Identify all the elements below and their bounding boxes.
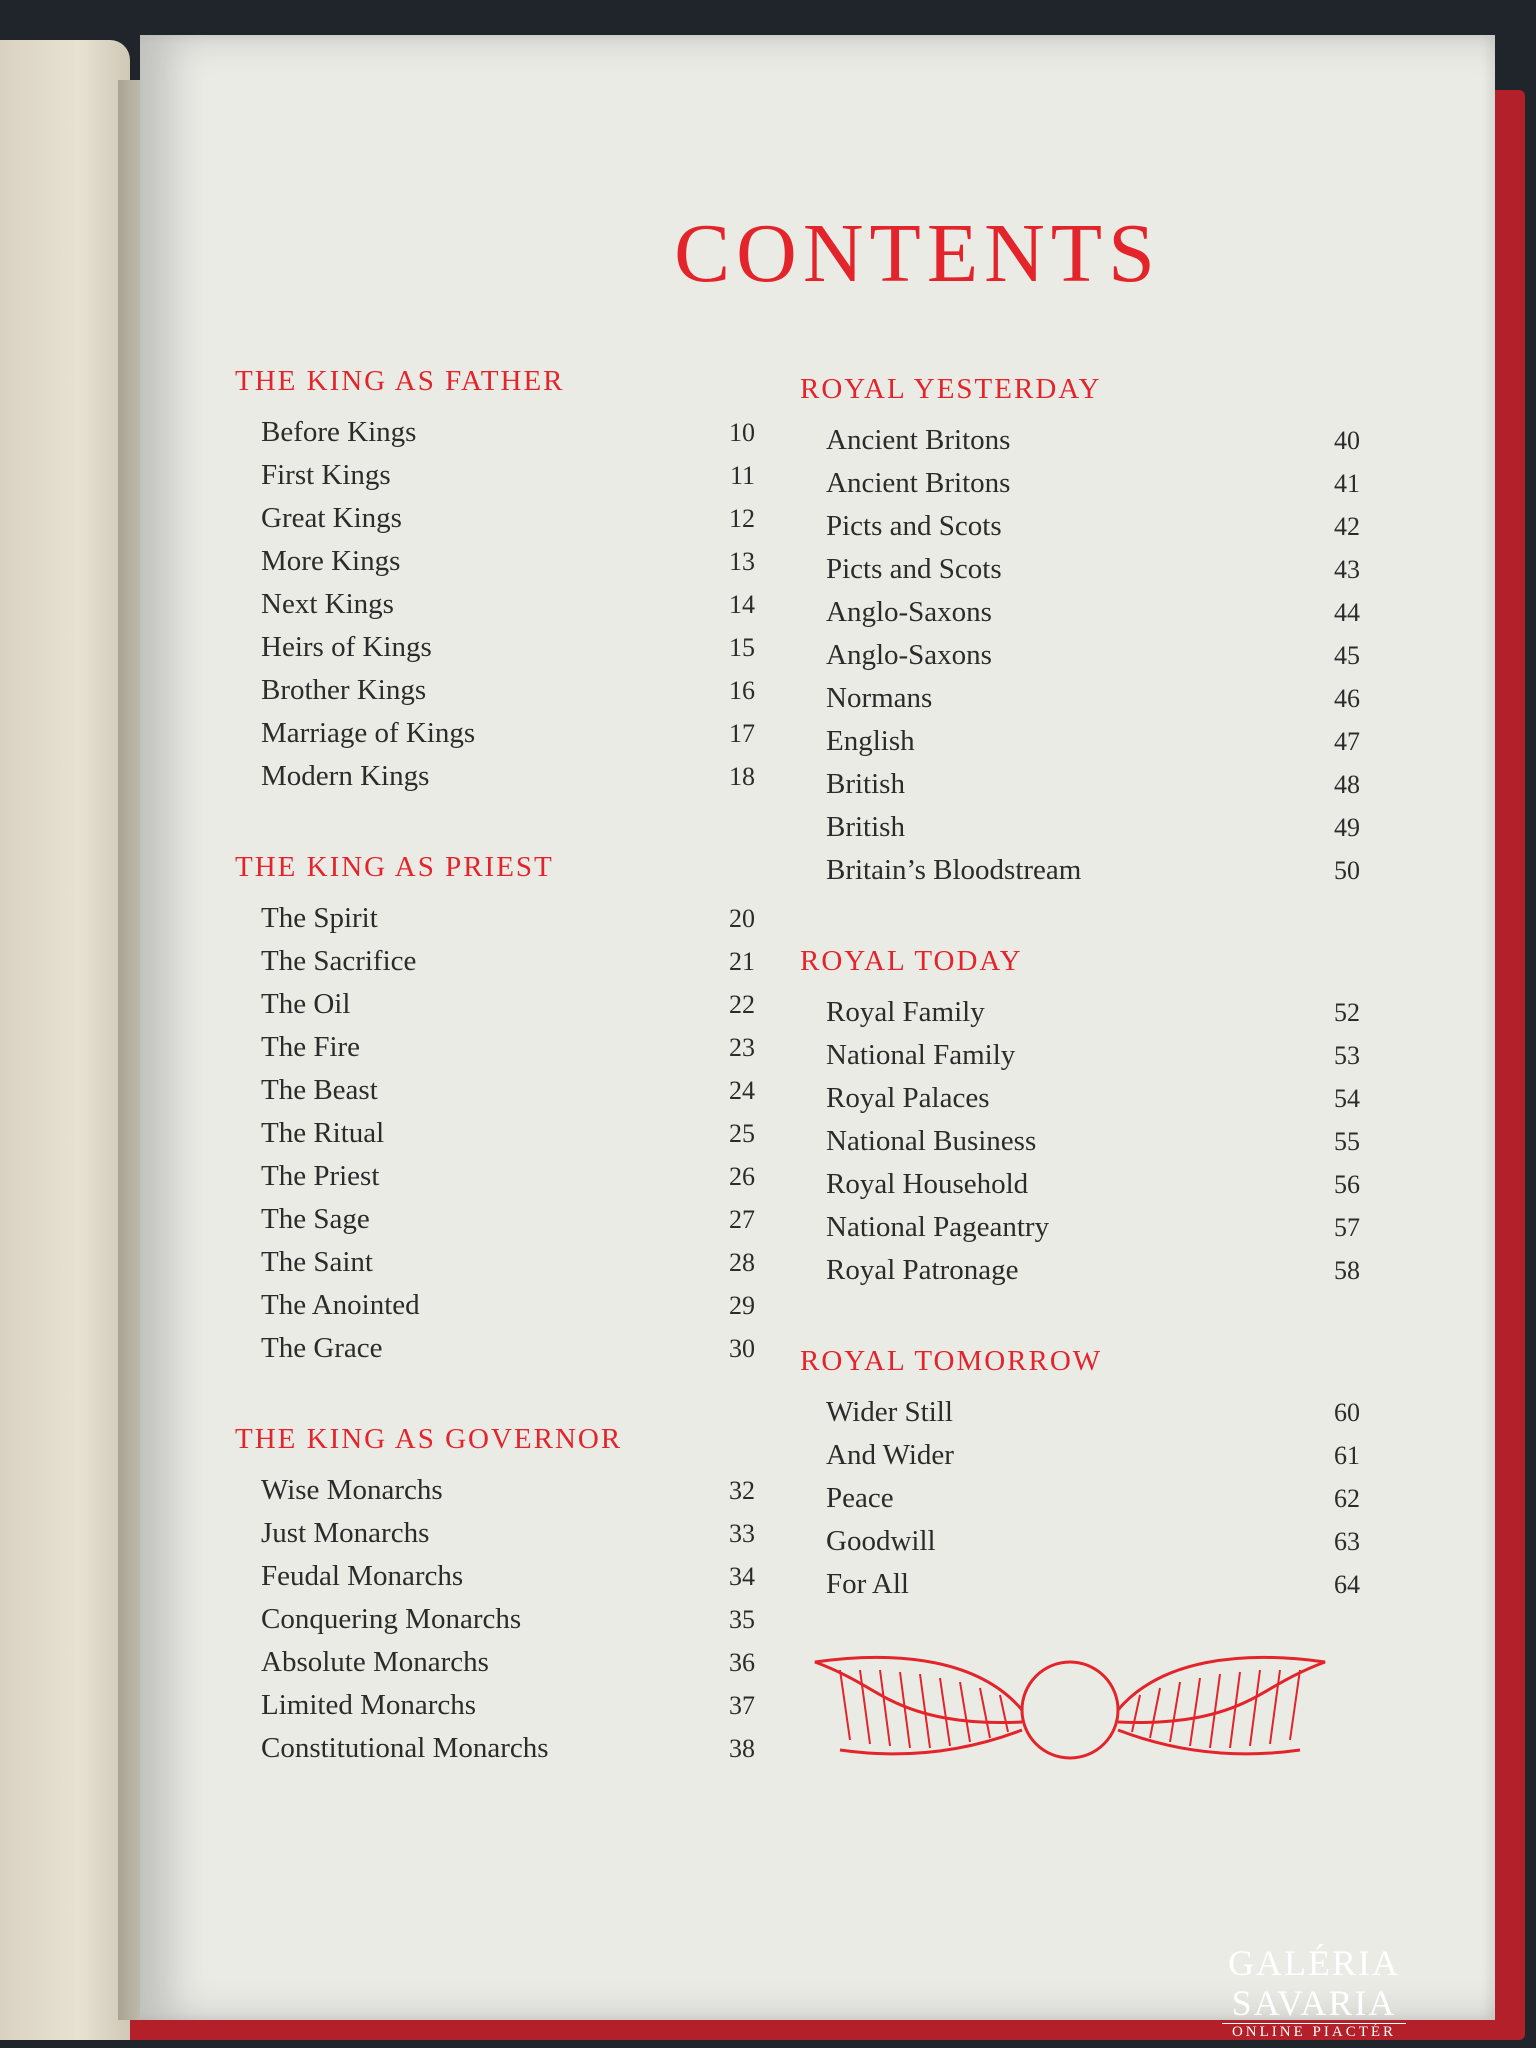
contents-entry xyxy=(800,639,1360,682)
contents-section xyxy=(235,851,755,1375)
contents-entry xyxy=(235,1689,755,1732)
contents-entry xyxy=(235,1031,755,1074)
section-heading: THE KING AS FATHER xyxy=(235,365,565,397)
contents-entry xyxy=(800,553,1360,596)
entry-page-number: 23 xyxy=(729,1033,755,1062)
entry-page-number: 62 xyxy=(1334,1484,1360,1513)
contents-entry xyxy=(800,768,1360,811)
entry-title: Royal Palaces xyxy=(826,1082,990,1114)
entry-page-number: 52 xyxy=(1334,998,1360,1027)
contents-entry xyxy=(235,459,755,502)
contents-entry xyxy=(235,631,755,674)
entry-page-number: 17 xyxy=(729,719,755,748)
contents-section xyxy=(800,373,1360,897)
section-heading: THE KING AS PRIEST xyxy=(235,851,554,883)
watermark-sub: ONLINE PIACTÉR xyxy=(1222,2023,1406,2041)
entry-title: Conquering Monarchs xyxy=(261,1603,522,1635)
entry-title: Limited Monarchs xyxy=(261,1689,477,1721)
entry-page-number: 33 xyxy=(729,1519,755,1548)
entry-title: Constitutional Monarchs xyxy=(261,1732,549,1764)
contents-entry xyxy=(800,1396,1360,1439)
watermark-main: GALÉRIA SAVARIA xyxy=(1228,1943,1400,2023)
entry-title: National Business xyxy=(826,1125,1037,1157)
entry-title: Just Monarchs xyxy=(261,1517,430,1549)
entry-title: Feudal Monarchs xyxy=(261,1560,464,1592)
entry-page-number: 43 xyxy=(1334,555,1360,584)
entry-page-number: 32 xyxy=(729,1476,755,1505)
entry-title: The Priest xyxy=(261,1160,380,1192)
contents-entry xyxy=(800,682,1360,725)
entry-page-number: 64 xyxy=(1334,1570,1360,1599)
contents-entry xyxy=(235,902,755,945)
entry-page-number: 29 xyxy=(729,1291,755,1320)
contents-entry xyxy=(235,1560,755,1603)
entry-page-number: 30 xyxy=(729,1334,755,1363)
entry-page-number: 12 xyxy=(729,504,755,533)
entry-title: Ancient Britons xyxy=(826,424,1011,456)
entry-page-number: 42 xyxy=(1334,512,1360,541)
entry-title: The Sacrifice xyxy=(261,945,417,977)
contents-entry xyxy=(235,1074,755,1117)
entry-title: English xyxy=(826,725,915,757)
entry-title: The Oil xyxy=(261,988,351,1020)
winged-sun-disc-icon xyxy=(810,1640,1330,1780)
contents-section xyxy=(800,945,1360,1297)
entry-page-number: 44 xyxy=(1334,598,1360,627)
entry-title: Ancient Britons xyxy=(826,467,1011,499)
contents-entry xyxy=(800,854,1360,897)
entry-page-number: 11 xyxy=(729,461,755,490)
entry-title: Normans xyxy=(826,682,933,714)
contents-entry xyxy=(235,1732,755,1775)
contents-section xyxy=(235,1423,755,1775)
contents-entry xyxy=(235,1474,755,1517)
entry-title: Great Kings xyxy=(261,502,402,534)
entry-page-number: 49 xyxy=(1334,813,1360,842)
right-column xyxy=(800,373,1360,1659)
entry-title: National Pageantry xyxy=(826,1211,1050,1243)
contents-entry xyxy=(800,1568,1360,1611)
entry-page-number: 41 xyxy=(1334,469,1360,498)
entry-page-number: 63 xyxy=(1334,1527,1360,1556)
contents-entry xyxy=(800,811,1360,854)
entry-title: Absolute Monarchs xyxy=(261,1646,489,1678)
entry-page-number: 24 xyxy=(729,1076,755,1105)
entry-title: Before Kings xyxy=(261,416,417,448)
section-heading: ROYAL YESTERDAY xyxy=(800,373,1102,405)
entry-title: The Ritual xyxy=(261,1117,385,1149)
entry-page-number: 13 xyxy=(729,547,755,576)
entry-title: Anglo-Saxons xyxy=(826,596,992,628)
entry-page-number: 22 xyxy=(729,990,755,1019)
entry-title: Picts and Scots xyxy=(826,553,1002,585)
entry-page-number: 27 xyxy=(729,1205,755,1234)
contents-entry xyxy=(235,1117,755,1160)
entry-title: Wider Still xyxy=(826,1396,953,1428)
contents-entry xyxy=(235,1646,755,1689)
contents-entry xyxy=(800,1439,1360,1482)
entry-title: The Fire xyxy=(261,1031,361,1063)
entry-page-number: 54 xyxy=(1334,1084,1360,1113)
entry-title: Britain’s Bloodstream xyxy=(826,854,1082,886)
entry-title: The Spirit xyxy=(261,902,378,934)
entry-page-number: 40 xyxy=(1334,426,1360,455)
entry-title: Modern Kings xyxy=(261,760,430,792)
contents-entry xyxy=(800,424,1360,467)
contents-entry xyxy=(235,945,755,988)
entry-title: The Sage xyxy=(261,1203,370,1235)
entry-page-number: 25 xyxy=(729,1119,755,1148)
contents-entry xyxy=(800,996,1360,1039)
entry-title: Next Kings xyxy=(261,588,394,620)
entry-title: Brother Kings xyxy=(261,674,427,706)
contents-entry xyxy=(235,988,755,1031)
entry-page-number: 14 xyxy=(729,590,755,619)
entry-page-number: 15 xyxy=(729,633,755,662)
entry-page-number: 45 xyxy=(1334,641,1360,670)
contents-entry xyxy=(235,1246,755,1289)
entry-title: More Kings xyxy=(261,545,401,577)
contents-entry xyxy=(800,596,1360,639)
entry-title: The Saint xyxy=(261,1246,373,1278)
entry-title: The Grace xyxy=(261,1332,383,1364)
contents-section xyxy=(235,365,755,803)
section-heading: ROYAL TOMORROW xyxy=(800,1345,1103,1377)
entry-page-number: 53 xyxy=(1334,1041,1360,1070)
entry-page-number: 37 xyxy=(729,1691,755,1720)
entry-title: Picts and Scots xyxy=(826,510,1002,542)
entry-page-number: 20 xyxy=(729,904,755,933)
contents-entry xyxy=(235,717,755,760)
contents-entry xyxy=(800,1082,1360,1125)
entry-page-number: 48 xyxy=(1334,770,1360,799)
entry-title: British xyxy=(826,768,905,800)
contents-entry xyxy=(800,1039,1360,1082)
entry-page-number: 35 xyxy=(729,1605,755,1634)
entry-title: Anglo-Saxons xyxy=(826,639,992,671)
entry-title: And Wider xyxy=(826,1439,954,1471)
entry-page-number: 46 xyxy=(1334,684,1360,713)
contents-entry xyxy=(235,760,755,803)
section-heading: ROYAL TODAY xyxy=(800,945,1023,977)
contents-entry xyxy=(800,1525,1360,1568)
entry-title: The Beast xyxy=(261,1074,378,1106)
contents-entry xyxy=(235,545,755,588)
contents-entry xyxy=(800,1254,1360,1297)
contents-entry xyxy=(235,1603,755,1646)
section-heading: THE KING AS GOVERNOR xyxy=(235,1423,623,1455)
entry-page-number: 38 xyxy=(729,1734,755,1763)
contents-entry xyxy=(235,1517,755,1560)
entry-page-number: 57 xyxy=(1334,1213,1360,1242)
entry-title: First Kings xyxy=(261,459,391,491)
entry-title: National Family xyxy=(826,1039,1016,1071)
entry-title: For All xyxy=(826,1568,909,1600)
entry-title: Marriage of Kings xyxy=(261,717,476,749)
contents-entry xyxy=(235,1289,755,1332)
contents-entry xyxy=(800,1125,1360,1168)
contents-entry xyxy=(235,674,755,717)
left-page-edge xyxy=(0,40,130,2040)
entry-page-number: 34 xyxy=(729,1562,755,1591)
entry-title: Goodwill xyxy=(826,1525,936,1557)
contents-entry xyxy=(800,1168,1360,1211)
entry-title: Heirs of Kings xyxy=(261,631,432,663)
entry-page-number: 55 xyxy=(1334,1127,1360,1156)
entry-page-number: 58 xyxy=(1334,1256,1360,1285)
contents-entry xyxy=(235,1203,755,1246)
entry-page-number: 18 xyxy=(729,762,755,791)
entry-page-number: 10 xyxy=(729,418,755,447)
contents-page xyxy=(140,35,1495,2020)
entry-title: Royal Patronage xyxy=(826,1254,1019,1286)
contents-entry xyxy=(800,467,1360,510)
contents-entry xyxy=(235,588,755,631)
entry-page-number: 47 xyxy=(1334,727,1360,756)
left-column xyxy=(235,365,755,1823)
watermark-logo xyxy=(1144,1943,1484,2041)
entry-page-number: 26 xyxy=(729,1162,755,1191)
entry-page-number: 56 xyxy=(1334,1170,1360,1199)
entry-page-number: 60 xyxy=(1334,1398,1360,1427)
entry-title: Peace xyxy=(826,1482,894,1514)
contents-entry xyxy=(235,502,755,545)
page-title: CONTENTS xyxy=(674,207,1161,300)
entry-page-number: 50 xyxy=(1334,856,1360,885)
contents-entry xyxy=(800,725,1360,768)
contents-entry xyxy=(800,1482,1360,1525)
contents-section xyxy=(800,1345,1360,1611)
contents-entry xyxy=(235,1160,755,1203)
contents-entry xyxy=(800,1211,1360,1254)
contents-entry xyxy=(235,416,755,459)
entry-page-number: 21 xyxy=(729,947,755,976)
entry-title: Royal Household xyxy=(826,1168,1029,1200)
contents-entry xyxy=(235,1332,755,1375)
entry-title: British xyxy=(826,811,905,843)
contents-entry xyxy=(800,510,1360,553)
entry-page-number: 16 xyxy=(729,676,755,705)
entry-page-number: 61 xyxy=(1334,1441,1360,1470)
entry-title: Wise Monarchs xyxy=(261,1474,443,1506)
entry-title: Royal Family xyxy=(826,996,985,1028)
entry-page-number: 36 xyxy=(729,1648,755,1677)
entry-title: The Anointed xyxy=(261,1289,420,1321)
entry-page-number: 28 xyxy=(729,1248,755,1277)
